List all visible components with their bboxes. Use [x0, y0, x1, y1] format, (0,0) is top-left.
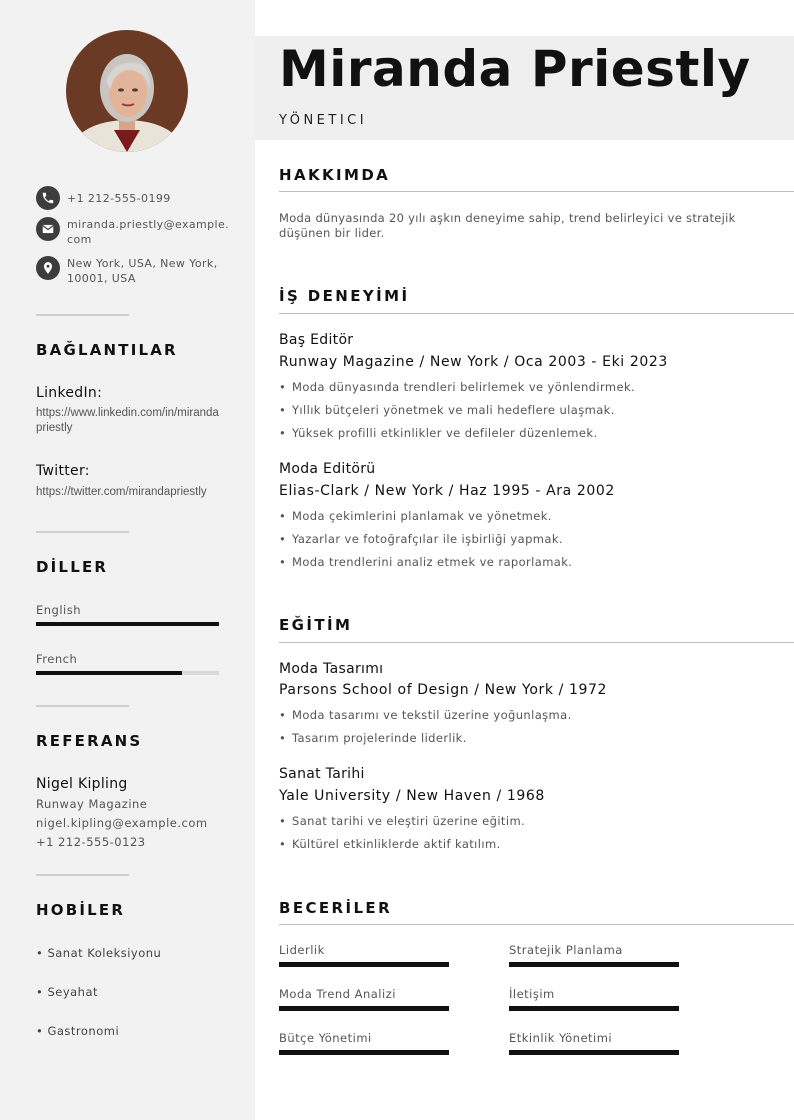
- education-subtitle: Parsons School of Design / New York / 1972: [279, 682, 608, 698]
- education-heading: EĞİTİM: [279, 616, 353, 634]
- hobby-item: • Seyahat: [36, 985, 99, 999]
- job-bullet: • Yüksek profilli etkinlikler ve defileler düzenlemek.: [279, 426, 598, 440]
- reference-email[interactable]: nigel.kipling@example.com: [36, 816, 208, 830]
- language-label-french: French: [36, 652, 78, 666]
- education-bullet: • Moda tasarımı ve tekstil üzerine yoğunlaşma.: [279, 708, 572, 722]
- skill-label: Etkinlik Yönetimi: [509, 1031, 613, 1045]
- education-bullet: • Tasarım projelerinde liderlik.: [279, 731, 467, 745]
- email-text[interactable]: miranda.priestly@example. com: [67, 218, 230, 246]
- job-role: YÖNETICI: [279, 113, 368, 128]
- twitter-label: Twitter:: [36, 463, 90, 479]
- job-bullet: • Moda trendlerini analiz etmek ve raporlamak.: [279, 555, 572, 569]
- language-label-english: English: [36, 603, 82, 617]
- page-title: Miranda Priestly: [279, 40, 751, 98]
- language-bar-fill: [36, 671, 182, 675]
- linkedin-label: LinkedIn:: [36, 385, 103, 401]
- skill-bar: [509, 962, 679, 967]
- education-title: Sanat Tarihi: [279, 766, 365, 782]
- phone-text: +1 212-555-0199: [67, 192, 171, 205]
- section-rule: [279, 642, 794, 643]
- job-title: Moda Editörü: [279, 461, 376, 477]
- skill-bar: [279, 1050, 449, 1055]
- job-bullet: • Moda çekimlerini planlamak ve yönetmek.: [279, 509, 552, 523]
- location-pin-icon: [36, 256, 60, 280]
- contact-phone: [36, 186, 171, 210]
- education-bullet: • Sanat tarihi ve eleştiri üzerine eğitim.: [279, 814, 525, 828]
- job-subtitle: Elias-Clark / New York / Haz 1995 - Ara 2002: [279, 483, 615, 499]
- twitter-link[interactable]: https://twitter.com/mirandapriestly: [36, 486, 207, 498]
- linkedin-link[interactable]: https://www.linkedin.com/in/mirandapriestly: [36, 407, 219, 434]
- divider: [36, 531, 129, 533]
- skill-bar: [279, 962, 449, 967]
- language-bar-french: [36, 671, 219, 675]
- education-subtitle: Yale University / New Haven / 1968: [279, 788, 545, 804]
- skill-bar: [509, 1050, 679, 1055]
- section-rule: [279, 191, 794, 192]
- about-text: Moda dünyasında 20 yılı aşkın deneyime sahip, trend belirleyici ve stratejik düşünen bir lider.: [279, 211, 736, 240]
- phone-icon: [36, 186, 60, 210]
- hobby-item: • Sanat Koleksiyonu: [36, 946, 162, 960]
- skill-label: Liderlik: [279, 943, 325, 957]
- skill-bar: [279, 1006, 449, 1011]
- skill-label: Bütçe Yönetimi: [279, 1031, 372, 1045]
- divider: [36, 874, 129, 876]
- experience-heading: İŞ DENEYİMİ: [279, 287, 410, 305]
- education-title: Moda Tasarımı: [279, 661, 384, 677]
- job-subtitle: Runway Magazine / New York / Oca 2003 - Eki 2023: [279, 354, 668, 370]
- divider: [36, 705, 129, 707]
- skills-heading: BECERİLER: [279, 899, 393, 917]
- contact-address: [36, 256, 218, 286]
- section-rule: [279, 313, 794, 314]
- skill-label: Moda Trend Analizi: [279, 987, 396, 1001]
- languages-heading: DİLLER: [36, 558, 109, 576]
- section-rule: [279, 924, 794, 925]
- address-text: New York, USA, New York, 10001, USA: [67, 257, 218, 285]
- language-bar-english: [36, 622, 219, 626]
- skill-bar: [509, 1006, 679, 1011]
- job-bullet: • Yazarlar ve fotoğrafçılar ile işbirliği yapmak.: [279, 532, 563, 546]
- profile-photo: [66, 30, 188, 152]
- reference-phone: +1 212-555-0123: [36, 835, 146, 849]
- hobbies-heading: HOBİLER: [36, 901, 126, 919]
- job-title: Baş Editör: [279, 332, 354, 348]
- links-heading: BAĞLANTILAR: [36, 341, 178, 359]
- reference-company: Runway Magazine: [36, 797, 148, 811]
- contact-email: [36, 217, 229, 247]
- reference-name: Nigel Kipling: [36, 776, 128, 792]
- reference-heading: REFERANS: [36, 732, 143, 750]
- education-bullet: • Kültürel etkinliklerde aktif katılım.: [279, 837, 501, 851]
- skill-label: İletişim: [509, 987, 555, 1001]
- divider: [36, 314, 129, 316]
- about-heading: HAKKIMDA: [279, 166, 391, 184]
- hobby-item: • Gastronomi: [36, 1024, 120, 1038]
- mail-icon: [36, 217, 60, 241]
- language-bar-fill: [36, 622, 219, 626]
- job-bullet: • Yıllık bütçeleri yönetmek ve mali hedeflere ulaşmak.: [279, 403, 615, 417]
- skill-label: Stratejik Planlama: [509, 943, 623, 957]
- job-bullet: • Moda dünyasında trendleri belirlemek ve yönlendirmek.: [279, 380, 635, 394]
